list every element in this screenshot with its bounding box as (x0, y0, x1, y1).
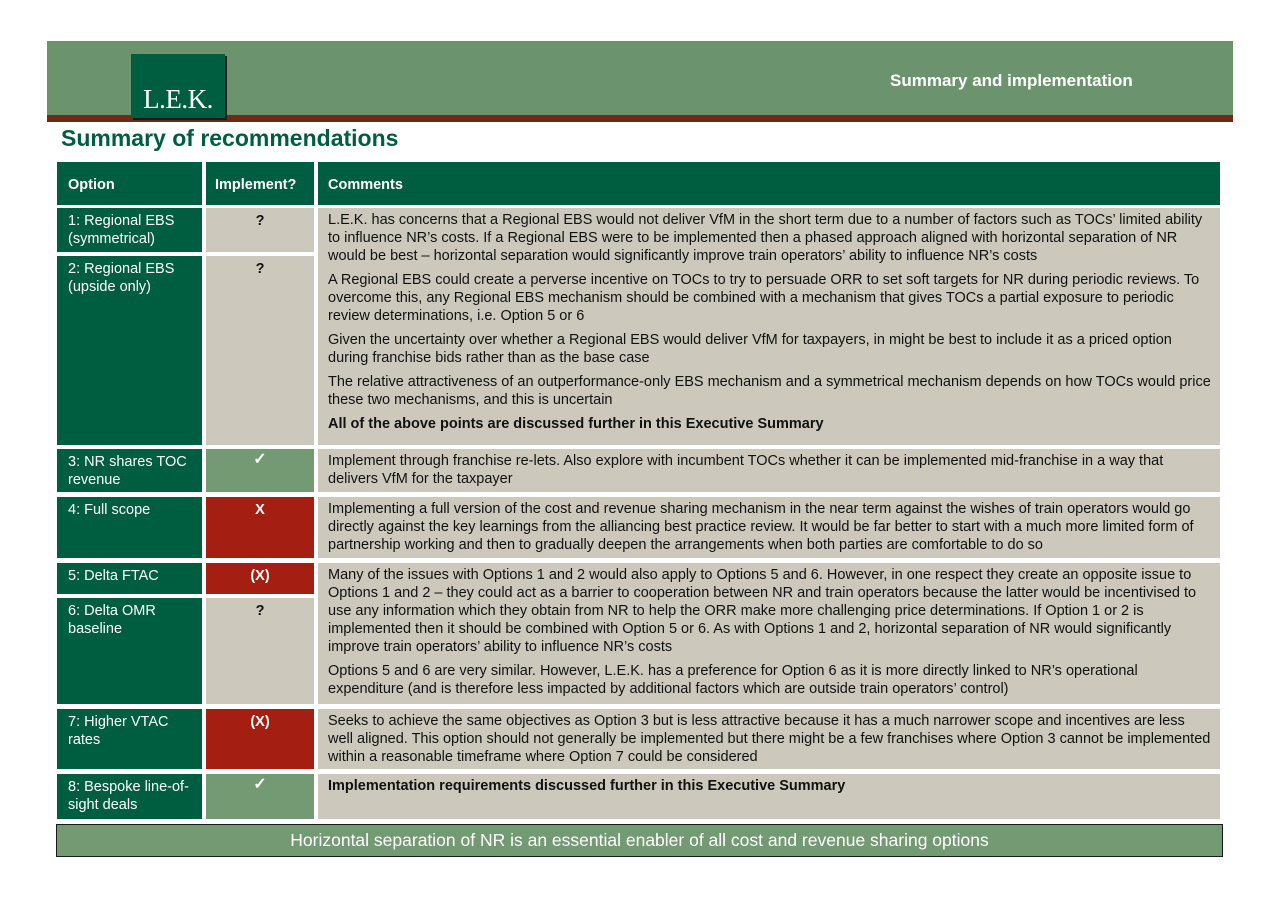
logo-text: L.E.K. (143, 84, 213, 114)
option-label: 5: Delta FTAC (57, 563, 202, 594)
implement-status-no: (X) (206, 563, 314, 594)
comment-paragraph: Implement through franchise re-lets. Also explore with incumbent TOCs whether it can be implemented mid-franchise in a way that delivers VfM for the taxpayer (328, 453, 1164, 487)
comment-paragraph: The relative attractiveness of an outperformance-only EBS mechanism and a symmetrical mechanism depends on how TOCs would price these two mechanisms, and this is uncertain (328, 374, 1211, 408)
comments-cell-option-3 (318, 449, 1220, 492)
option-label: 7: Higher VTAC rates (57, 709, 202, 769)
implement-status-no: X (206, 497, 314, 558)
comment-paragraph: Many of the issues with Options 1 and 2 would also apply to Options 5 and 6. However, in one respect they create an opposite issue to Options 1 and 2 – they could act as a barrier to cooperation between NR and train operators because the latter would be incentivised to use any information which they obtain from NR to help the ORR make more challenging price determinations. If Option 1 or 2 is implemented then it should be combined with Option 5 or 6. As with Options 1 and 2, horizontal separation of NR would significantly improve train operators’ ability to influence NR’s costs (328, 567, 1197, 655)
option-label: 2: Regional EBS (upside only) (57, 256, 202, 445)
option-label: 3: NR shares TOC revenue (57, 449, 202, 492)
option-label: 8: Bespoke line-of-sight deals (57, 774, 202, 819)
comment-paragraph-bold: Implementation requirements discussed further in this Executive Summary (328, 778, 846, 794)
comment-paragraph: Seeks to achieve the same objectives as Option 3 but is less attractive because it has a much narrower scope and incentives are less well aligned. This option should not generally be implemented but there might be a few franchises where Option 3 cannot be implemented within a reasonable timeframe where Option 7 could be considered (328, 713, 1211, 765)
section-title: Summary and implementation (890, 71, 1133, 90)
page-title: Summary of recommendations (61, 125, 399, 151)
footer-takeaway-bar: Horizontal separation of NR is an essential enabler of all cost and revenue sharing options (56, 824, 1223, 857)
implement-status-check-icon: ✓ (206, 449, 314, 492)
comments-cell-option-7 (318, 709, 1220, 769)
option-label: 1: Regional EBS (symmetrical) (57, 208, 202, 252)
column-header-option: Option (57, 162, 202, 205)
option-label: 4: Full scope (57, 497, 202, 558)
comment-paragraph: A Regional EBS could create a perverse incentive on TOCs to try to persuade ORR to set soft targets for NR during periodic reviews. To overcome this, any Regional EBS mechanism should be combined with a mechanism that gives TOCs a partial exposure to periodic review determinations, i.e. Option 5 or 6 (328, 272, 1200, 324)
implement-status-unsure: ? (206, 598, 314, 704)
column-header-comments: Comments (318, 162, 1220, 205)
implement-status-unsure: ? (206, 256, 314, 445)
implement-status-unsure: ? (206, 208, 314, 252)
option-label: 6: Delta OMR baseline (57, 598, 202, 704)
comments-cell-options-1-2 (318, 208, 1220, 445)
comment-paragraph: Options 5 and 6 are very similar. However, L.E.K. has a preference for Option 6 as it is more directly linked to NR’s operational expenditure (and is therefore less impacted by additional factors which are outside train operators’ control) (328, 663, 1138, 697)
comment-paragraph: Implementing a full version of the cost and revenue sharing mechanism in the near term against the wishes of train operators would go directly against the key learnings from the alliancing best practice review. It would be far better to start with a much more limited form of partnership working and then to gradually deepen the arrangements when both parties are comfortable to do so (328, 501, 1194, 553)
comment-paragraph: Given the uncertainty over whether a Regional EBS would deliver VfM for taxpayers, in might be best to include it as a priced option during franchise bids rather than as the base case (328, 332, 1172, 366)
implement-status-check-icon: ✓ (206, 774, 314, 819)
comments-cell-options-5-6 (318, 563, 1220, 704)
implement-status-no: (X) (206, 709, 314, 769)
comment-paragraph: L.E.K. has concerns that a Regional EBS would not deliver VfM in the short term due to a number of factors such as TOCs’ limited ability to influence NR’s costs. If a Regional EBS were to be implemented then a phased approach aligned with horizontal separation of NR would be best – horizontal separation would significantly improve train operators’ ability to influence NR’s costs (328, 212, 1203, 264)
comments-cell-option-4 (318, 497, 1220, 558)
lek-logo (131, 54, 225, 118)
comment-paragraph-bold: All of the above points are discussed further in this Executive Summary (328, 416, 824, 432)
column-header-implement: Implement? (206, 162, 314, 205)
comments-cell-option-8 (318, 774, 1220, 819)
